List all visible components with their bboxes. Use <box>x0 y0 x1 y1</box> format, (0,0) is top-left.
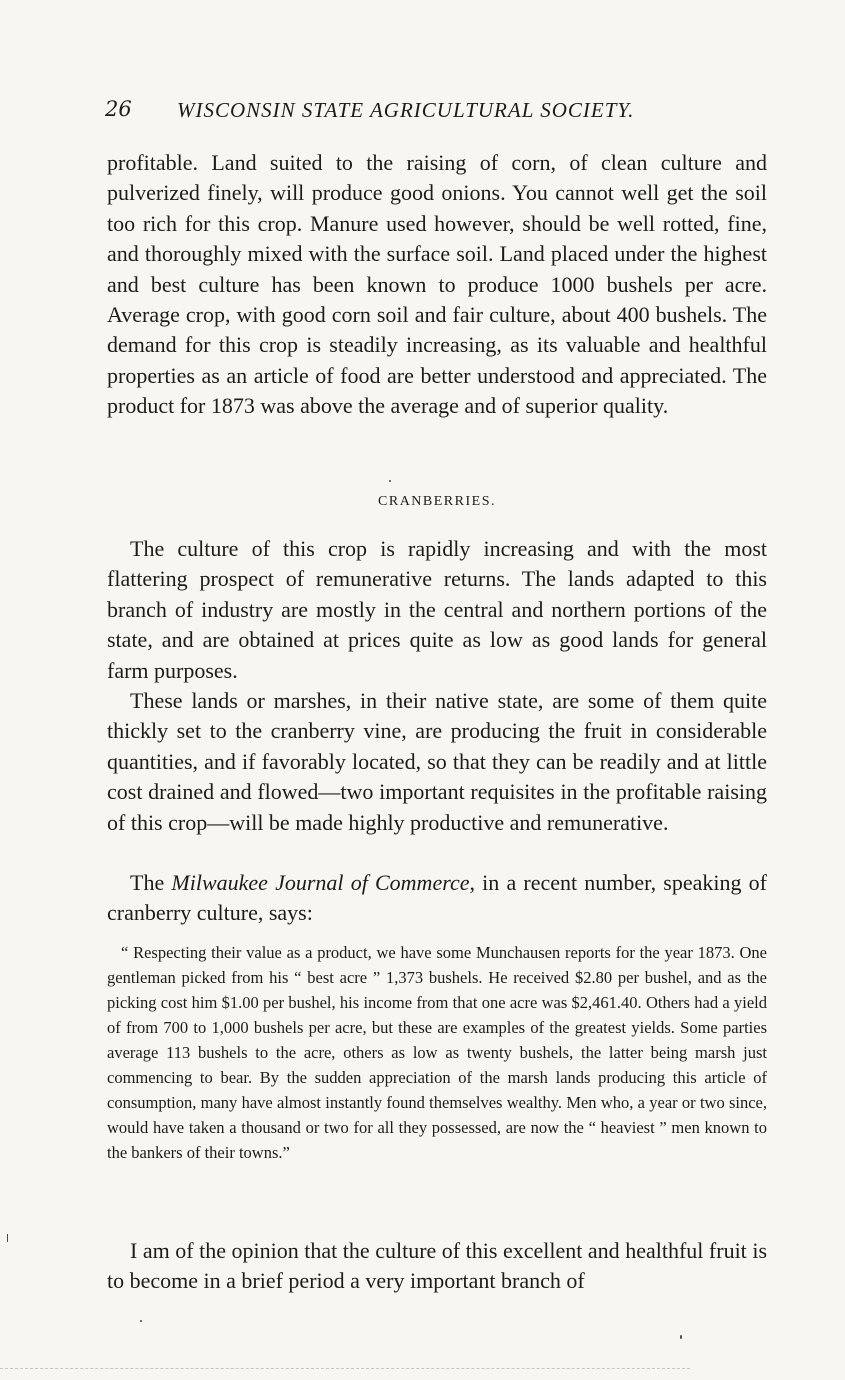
running-head: WISCONSIN STATE AGRICULTURAL SOCIETY. <box>177 98 635 122</box>
section-heading-cranberries: CRANBERRIES. <box>378 494 496 509</box>
closing-paragraph: I am of the opinion that the culture of this excellent and healthful fruit is to become in a brief period a very important branch of <box>107 1238 767 1294</box>
ink-speck <box>140 1320 142 1322</box>
journal-quote-block: “ Respecting their value as a product, we have some Munchausen reports for the year 1873. One gentleman picked from his “ best acre ” 1,373 bushels. He received $2.80 per bushel, and as the picking cost him $1.00 per bushel, his income from that one acre was $2,461.40. Others had a yield of from 700 to 1,000 bushels per acre, but these are examples of the greatest yields. Some parties average 113 bushels to the acre, others as low as twenty bushels, the latter being marsh just commencing to bear. By the sudden appreciation of the marsh lands producing this article of consumption, many have almost instantly found themselves wealthy. Men who, a year or two since, would have taken a thousand or two for all they possessed, are now the “ heaviest ” men known to the bankers of their towns.” <box>107 943 767 1162</box>
marsh-lands-paragraph: These lands or marshes, in their native state, are some of them quite thickly set to the cranberry vine, are producing the fruit in considerable quantities, and if favorably located, so that they can be readily and at little cost drained and flowed—two important requisites in the profitable raising of this crop—will be made highly productive and remunerative. <box>107 688 767 835</box>
ink-speck <box>7 1234 8 1242</box>
page-edge-rule <box>0 1368 690 1369</box>
journal-outro-text: , in a recent number, speaking of cranberry culture, says: <box>107 870 768 926</box>
cranberry-culture-paragraph: The culture of this crop is rapidly increasing and with the most flattering prospect of remunerative returns. The lands adapted to this branch of industry are mostly in the central and northern portions of the state, and are obtained at prices quite as low as good lands for general farm purposes. <box>107 536 767 683</box>
page-header <box>105 95 775 131</box>
journal-title: Milwaukee Journal of Commerce <box>171 870 470 895</box>
onion-paragraph: profitable. Land suited to the raising of corn, of clean culture and pulverized finely, will produce good onions. You cannot well get the soil too rich for this crop. Manure used however, should be well rotted, fine, and thoroughly mixed with the surface soil. Land placed under the highest and best culture has been known to produce 1000 bushels per acre. Average crop, with good corn soil and fair culture, about 400 bushels. The demand for this crop is steadily increasing, as its valuable and healthful properties as an article of food are better understood and appreciated. The product for 1873 was above the average and of superior quality. <box>107 150 767 419</box>
ink-speck <box>389 480 391 482</box>
page-number: 26 <box>105 97 132 121</box>
journal-intro-text: The <box>130 870 172 895</box>
journal-reference-paragraph <box>107 868 767 929</box>
ink-speck <box>680 1335 682 1339</box>
